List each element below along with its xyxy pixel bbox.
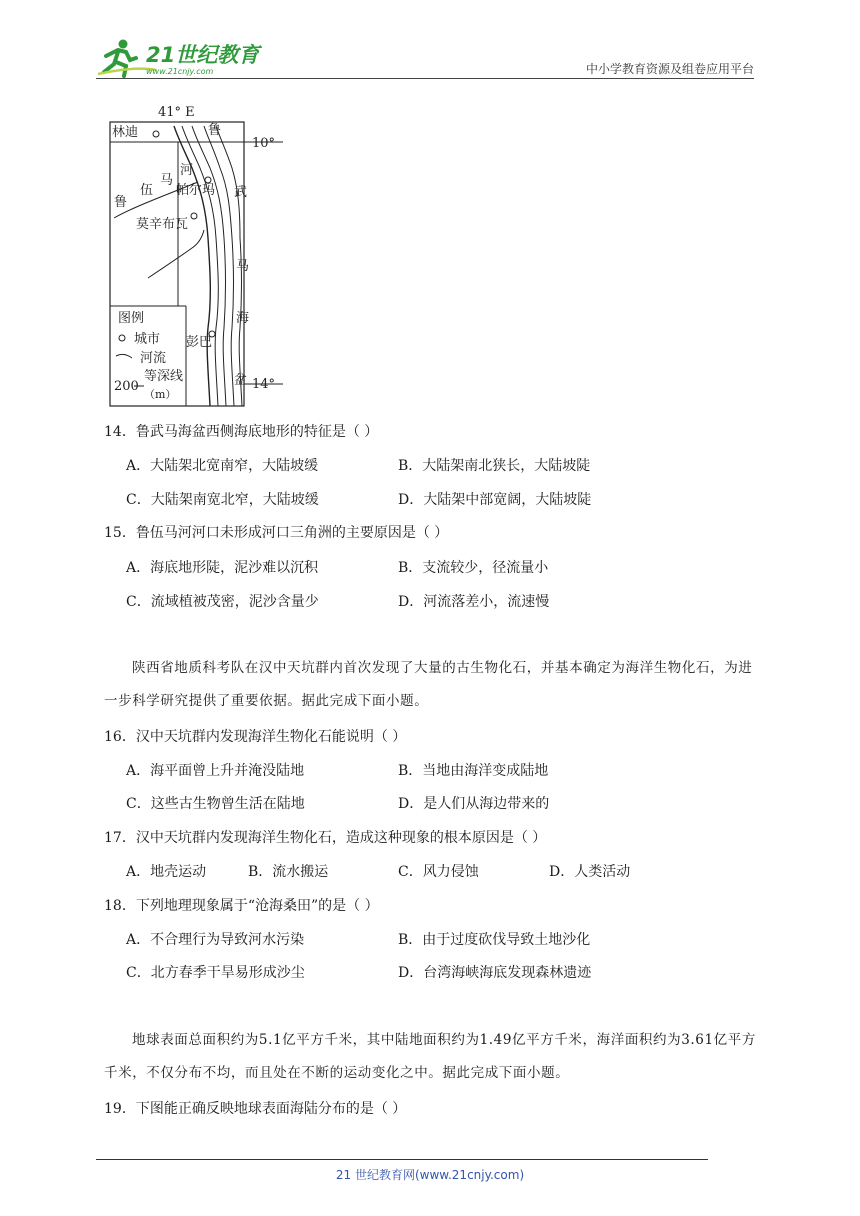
option-14-b[interactable]: B．大陆架南北狭长，大陆坡陡 [398,458,591,474]
question-19-stem: 19．下图能正确反映地球表面海陆分布的是（ ） [104,1101,407,1117]
option-15-b[interactable]: B．支流较少，径流量小 [398,560,549,576]
svg-text:等深线: 等深线 [144,369,184,384]
svg-text:www.21cnjy.com: www.21cnjy.com [146,67,214,76]
svg-text:鲁: 鲁 [208,123,222,138]
svg-text:海: 海 [236,311,250,326]
svg-text:马: 马 [160,173,174,188]
question-15-stem: 15．鲁伍马河河口未形成河口三角洲的主要原因是（ ） [104,525,449,541]
header-divider [96,78,754,79]
option-17-a[interactable]: A．地壳运动 [126,864,207,880]
question-16-stem: 16．汉中天坑群内发现海洋生物化石能说明（ ） [104,729,407,745]
svg-text:河: 河 [180,163,194,178]
option-14-c[interactable]: C．大陆架南宽北窄，大陆坡缓 [126,492,319,508]
option-17-c[interactable]: C．风力侵蚀 [398,864,479,880]
option-15-a[interactable]: A．海底地形陡，泥沙难以沉积 [126,560,319,576]
svg-text:马: 马 [236,259,250,274]
svg-text:伍: 伍 [140,183,154,198]
option-16-b[interactable]: B．当地由海洋变成陆地 [398,763,549,779]
svg-text:城市: 城市 [134,332,161,347]
svg-text:21世纪教育: 21世纪教育 [146,43,260,67]
svg-text:14°: 14° [252,377,276,392]
svg-text:10°: 10° [252,136,276,151]
option-15-c[interactable]: C．流域植被茂密，泥沙含量少 [126,594,319,610]
option-18-a[interactable]: A．不合理行为导致河水污染 [126,932,305,948]
option-15-d[interactable]: D．河流落差小，流速慢 [398,594,550,610]
option-16-a[interactable]: A．海平面曾上升并淹没陆地 [126,763,305,779]
question-18-stem: 18．下列地理现象属于“沧海桑田”的是（ ） [104,898,379,914]
svg-text:莫辛布瓦: 莫辛布瓦 [136,217,189,232]
passage-fossils: 陕西省地质科考队在汉中天坑群内首次发现了大量的古生物化石，并基本确定为海洋生物化石，为进一步科学研究提供了重要依据。据此完成下面小题。 [104,660,753,709]
option-17-b[interactable]: B．流水搬运 [248,864,329,880]
footer-link[interactable]: 21 世纪教育网(www.21cnjy.com) [335,1168,525,1182]
option-16-c[interactable]: C．这些古生物曾生活在陆地 [126,796,305,812]
svg-text:林迪: 林迪 [112,125,139,140]
svg-text:盆: 盆 [234,373,248,388]
question-17-stem: 17．汉中天坑群内发现海洋生物化石，造成这种现象的根本原因是（ ） [104,830,547,846]
svg-text:帕尔玛: 帕尔玛 [176,183,216,198]
svg-text:武: 武 [234,185,248,200]
svg-text:图例: 图例 [118,311,145,326]
ruvuma-basin-map [108,98,286,408]
option-14-a[interactable]: A．大陆架北宽南窄，大陆坡缓 [126,458,319,474]
svg-text:鲁: 鲁 [114,195,128,210]
passage-earth-surface: 地球表面总面积约为5.1亿平方千米，其中陆地面积约为1.49亿平方千米，海洋面积约为3.61亿平方千米，不仅分布不均，而且处在不断的运动变化之中。据此完成下面小题。 [104,1032,756,1081]
svg-text:河流: 河流 [140,351,167,366]
header-site-name: 中小学教育资源及组卷应用平台 [585,62,754,76]
svg-text:41° E: 41° E [158,105,195,120]
option-14-d[interactable]: D．大陆架中部宽阔，大陆坡陡 [398,492,592,508]
option-17-d[interactable]: D．人类活动 [549,864,631,880]
svg-text:（m）: （m） [144,388,177,401]
option-18-d[interactable]: D．台湾海峡海底发现森林遗迹 [398,965,592,981]
option-18-c[interactable]: C．北方春季干旱易形成沙尘 [126,965,305,981]
site-logo [96,36,266,78]
question-14-stem: 14．鲁武马海盆西侧海底地形的特征是（ ） [104,424,379,440]
footer-divider [96,1159,708,1160]
svg-text:彭巴: 彭巴 [186,335,213,350]
option-18-b[interactable]: B．由于过度砍伐导致土地沙化 [398,932,591,948]
svg-text:200: 200 [114,379,139,394]
option-16-d[interactable]: D．是人们从海边带来的 [398,796,550,812]
